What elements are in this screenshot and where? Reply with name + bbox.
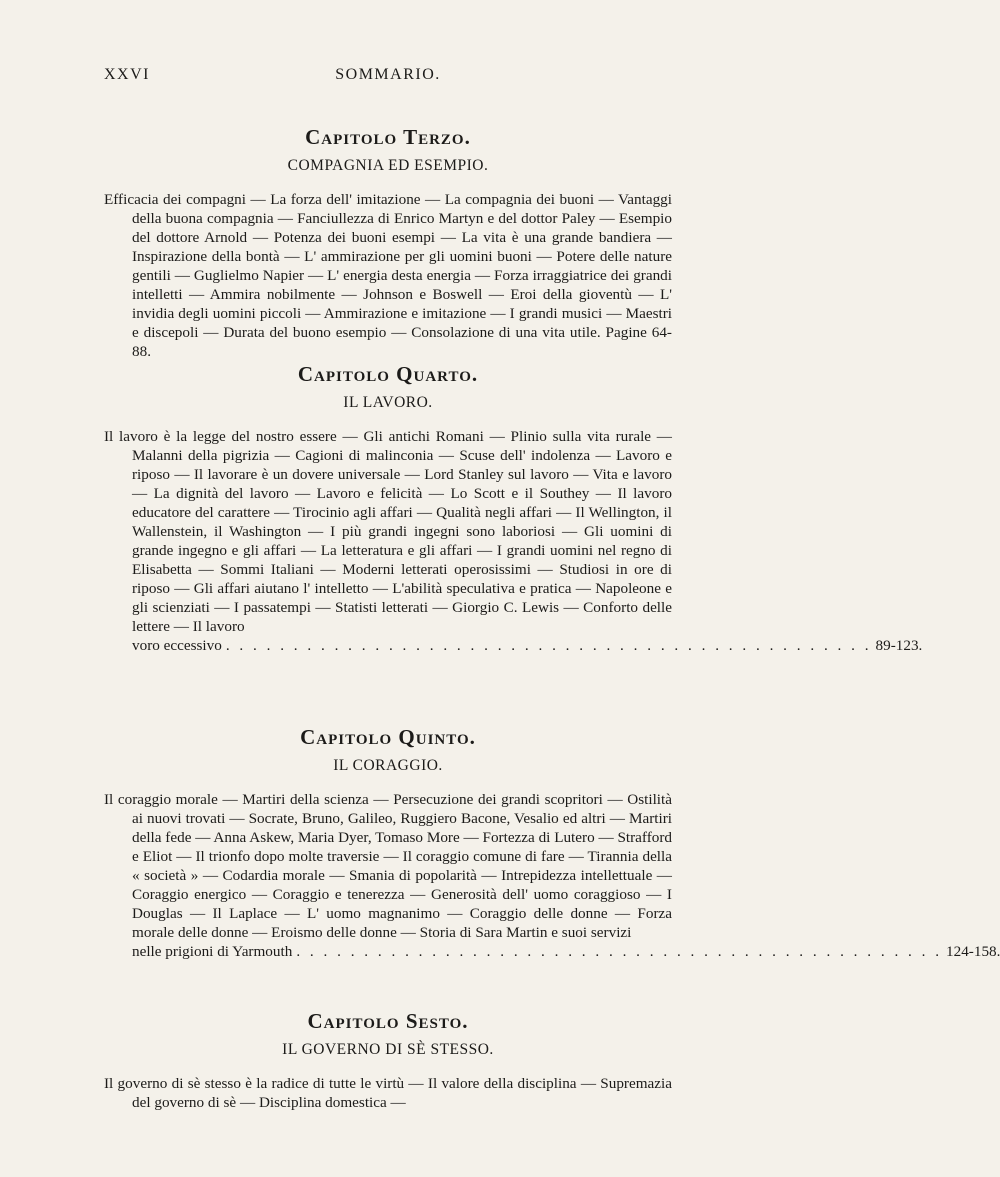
chapter-summary: Il governo di sè stesso è la radice di tutte le virtù — Il valore della disciplina — Supremazia del governo di sè — Disciplina domestica —	[104, 1075, 672, 1111]
chapter-three	[104, 124, 672, 361]
chapter-summary: Il coraggio morale — Martiri della scienza — Persecuzione dei grandi scopritori — Ostilità ai nuovi trovati — Socrate, Bruno, Galileo, Ruggiero Bacone, Vesalio ed altri — Martiri della fede — Anna Askew, Maria Dyer, Tomaso More — Fortezza di Lutero — Strafford e Eliot — Il trionfo dopo molte traversie — Il coraggio comune di fare — Tirannia della « società » — Codardia morale — Smania di popolarità — Intrepidezza intellettuale — Coraggio energico — Coraggio e tenerezza — Generosità dell' uomo coraggioso — I Douglas — Il Laplace — L' uomo magnanimo — Coraggio delle donne — Forza morale delle donne — Eroismo delle donne — Storia di Sara Martin e suoi servizi	[104, 791, 673, 941]
chapter-summary: Efficacia dei compagni — La forza dell' imitazione — La compagnia dei buoni — Vantaggi della buona compagnia — Fanciullezza di Enrico Martyn e del dottor Paley — Esempio del dottore Arnold — Potenza dei buoni esempi — La vita è una grande bandiera — Inspirazione della bontà — L' ammirazione per gli uomini buoni — Potere delle nature gentili — Guglielmo Napier — L' energia desta energia — Forza irraggiatrice dei grandi intelletti — Ammira nobilmente — Johnson e Boswell — Eroi della gioventù — L' invidia degli uomini piccoli — Ammirazione e imitazione — I grandi musici — Maestri e discepoli — Durata del buono esempio — Consolazione di una vita utile. Pagine 64-88.	[104, 191, 672, 360]
dot-leader: . . . . . . . . . . . . . . . . . . . . . . . . . . . . . . . . . . . . . . . . . . . . . . . .	[296, 943, 943, 960]
running-head	[104, 66, 672, 86]
chapter-five	[104, 724, 1000, 961]
chapter-title: Capitolo Quinto.	[300, 725, 476, 749]
dot-leader: . . . . . . . . . . . . . . . . . . . . . . . . . . . . . . . . . . . . . . . . . . . . . . . .	[225, 637, 872, 654]
chapter-title: Capitolo Quarto.	[297, 362, 479, 386]
chapter-subtitle: IL LAVORO.	[343, 394, 433, 411]
page-range-line	[104, 636, 923, 655]
chapter-subtitle: IL CORAGGIO.	[333, 757, 443, 774]
chapter-six	[104, 1008, 672, 1112]
page-range-line	[104, 942, 1000, 961]
last-line-text: nelle prigioni di Yarmouth	[132, 943, 293, 960]
chapter-subtitle: COMPAGNIA ED ESEMPIO.	[287, 157, 489, 174]
running-title: SOMMARIO.	[335, 66, 441, 83]
page-number: XXVI	[104, 66, 150, 83]
chapter-summary: Il lavoro è la legge del nostro essere — Gli antichi Romani — Plinio sulla vita rurale — Malanni della pigrizia — Cagioni di malinconia — Scuse dell' indolenza — Lavoro e riposo — Il lavorare è un dovere universale — Lord Stanley sul lavoro — Vita e lavoro — La dignità del lavoro — Lavoro e felicità — Lo Scott e il Southey — Il lavoro educatore del carattere — Tirocinio agli affari — Qualità negli affari — Il Wellington, il Wallenstein, il Washington — I più grandi ingegni sono laboriosi — Gli uomini di grande ingegno e gli affari — La letteratura e gli affari — I grandi uomini nel regno di Elisabetta — Sommi Italiani — Moderni letterati operosissimi — Studiosi in ore di riposo — Gli affari aiutano l' intelletto — L'abilità speculativa e pratica — Napoleone e gli scienziati — I passatempi — Statisti letterati — Giorgio C. Lewis — Conforto delle lettere — Il lavoro	[104, 428, 672, 635]
page-range: 124-158.	[946, 943, 1000, 960]
chapter-subtitle: IL GOVERNO DI SÈ STESSO.	[282, 1041, 494, 1058]
chapter-four	[104, 361, 923, 655]
chapter-title: Capitolo Terzo.	[305, 125, 471, 149]
chapter-title: Capitolo Sesto.	[307, 1009, 469, 1033]
last-line-text: voro eccessivo	[132, 637, 222, 654]
page-range: 89-123.	[875, 637, 923, 654]
